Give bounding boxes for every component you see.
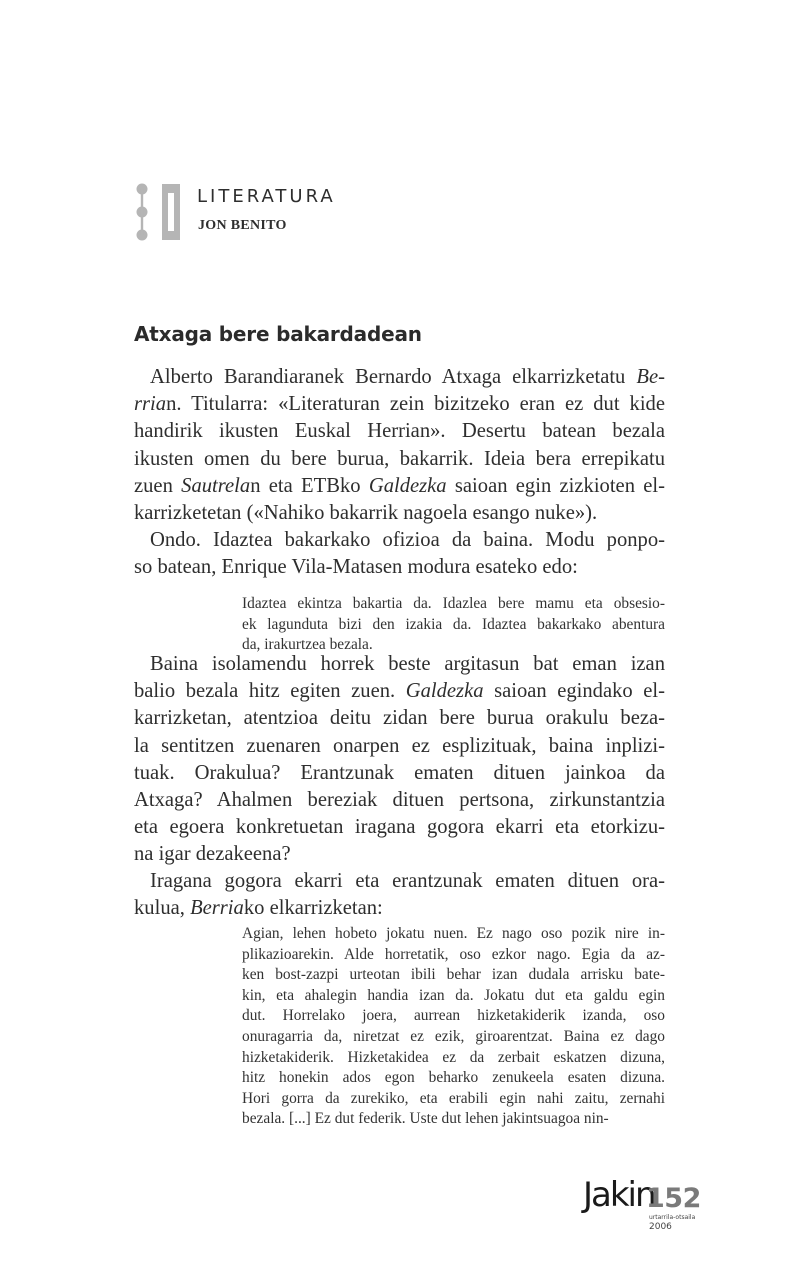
italic-title: rria — [134, 393, 167, 416]
quote-line: Hori gorra da zurekiko, eta erabili egin nahi zaitu, zernahi — [242, 1089, 665, 1107]
text-line: zuen Sautrelan eta ETBko Galdezka saioan egin zizkioten el- — [134, 474, 665, 497]
text-line: so batean, Enrique Vila-Matasen modura esateko edo: — [134, 556, 578, 579]
text-line: eta egoera konkretuetan iragana gogora ekarri eta etorkizu- — [134, 816, 665, 839]
article-title: Atxaga bere bakardadean — [134, 322, 422, 346]
text-line: karrizketan, atentzioa deitu zidan bere burua orakulu beza- — [134, 707, 665, 730]
text-line: Ondo. Idaztea bakarkako ofizioa da baina. Modu ponpo- — [150, 529, 665, 551]
text-line: la sentitzen zuenaren onarpen ez esplizituak, baina inplizi- — [134, 734, 665, 757]
text-line: Alberto Barandiaranek Bernardo Atxaga elkarrizketatu Be- — [150, 366, 665, 388]
issue-months: urtarrila-otsaila — [649, 1214, 696, 1221]
text-line: handirik ikusten Euskal Herrian». Desertu batean bezala — [134, 420, 665, 443]
section-header — [134, 183, 434, 243]
quote-line: da, irakurtzea bezala. — [242, 636, 373, 654]
quote-line: bezala. [...] Ez dut federik. Uste dut lehen jakintsuagoa nin- — [242, 1110, 609, 1128]
paragraph-2 — [134, 527, 665, 581]
text-line: kulua, Berriako elkarrizketan: — [134, 897, 383, 920]
italic-title: Sautrela — [181, 474, 251, 497]
logo-word: Jakin — [583, 1175, 655, 1215]
block-quote-2 — [242, 924, 665, 1130]
quote-line: Agian, lehen hobeto jokatu nuen. Ez nago oso pozik nire in- — [242, 925, 665, 942]
issue-year: 2006 — [649, 1222, 672, 1232]
paragraph-4 — [134, 868, 665, 922]
issue-number: 152 — [646, 1183, 701, 1214]
text-line: tuak. Orakulua? Erantzunak ematen dituen jainkoa da — [134, 761, 665, 784]
quote-line: kin, eta ahalegin handia izan da. Jokatu dut eta galdu egin — [242, 986, 665, 1004]
quote-line: dut. Horrelako joera, aurrean hizketakiderik izanda, oso — [242, 1007, 665, 1025]
italic-title: Be- — [636, 366, 665, 388]
paragraph-3 — [134, 651, 665, 869]
text-line: Atxaga? Ahalmen bereziak dituen pertsona, zirkunstantzia — [134, 789, 665, 812]
quote-line: hizketakiderik. Hizketakidea ez da zerbait eskatzen dizuna, — [242, 1048, 665, 1066]
italic-title: Galdezka — [368, 474, 447, 497]
italic-title: Galdezka — [405, 680, 484, 703]
section-label: LITERATURA — [197, 186, 336, 207]
quote-line: Idaztea ekintza bakartia da. Idazlea bere mamu eta obsesio- — [242, 595, 665, 612]
text-line: na igar dezakeena? — [134, 843, 291, 866]
section-dots-bar-icon — [134, 183, 186, 241]
text-line: ikusten omen du bere burua, bakarrik. Ideia bera errepikatu — [134, 447, 665, 470]
jakin-logo — [583, 1175, 723, 1238]
quote-line: plikazioarekin. Alde horretatik, oso ezkor nago. Egia da az- — [242, 945, 665, 963]
text-line: karrizketetan («Nahiko bakarrik nagoela esango nuke»). — [134, 502, 598, 525]
author-name: JON BENITO — [198, 218, 287, 233]
quote-line: ken bost-zazpi urteotan ibili behar izan dudala arrisku bate- — [242, 966, 665, 984]
paragraph-1 — [134, 364, 665, 527]
text-line: rrian. Titularra: «Literaturan zein bizitzeko eran ez dut kide — [134, 393, 665, 416]
quote-line: hitz honekin ados egon beharko zenukeela esaten dizuna. — [242, 1069, 665, 1087]
quote-line: ek lagunduta bizi den izakia da. Idaztea bakarkako abentura — [242, 615, 665, 633]
text-line: balio bezala hitz egiten zuen. Galdezka saioan egindako el- — [134, 680, 665, 703]
text-line: Iragana gogora ekarri eta erantzunak ematen dituen ora- — [150, 870, 665, 892]
text-line: Baina isolamendu horrek beste argitasun bat eman izan — [150, 653, 665, 675]
block-quote-1 — [242, 594, 665, 656]
quote-line: onuragarria da, niretzat ez ezik, giroarentzat. Baina ez dago — [242, 1027, 665, 1045]
italic-title: Berria — [190, 897, 244, 920]
